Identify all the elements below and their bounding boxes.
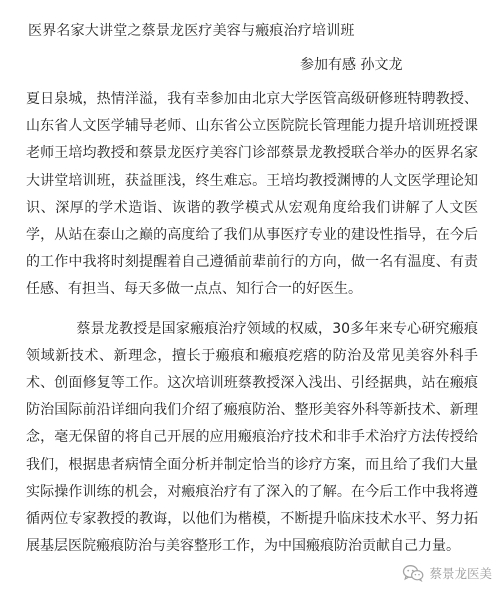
paragraph-2: 蔡景龙教授是国家瘢痕治疗领域的权威，30多年来专心研究瘢痕领域新技术、新理念，擅长于瘢痕和瘢痕疙瘩的防治及常见美容外科手术、创面修复等工作。这次培训班蔡教授深入浅出、引经据典，站在瘢痕防治国际前沿详细向我们介绍了瘢痕防治、整形美容外科等新技术、新理念，毫无保留的将自己开展的应用瘢痕治疗技术和非手术治疗方法传授给我们，根据患者病情全面分析并制定恰当的诊疗方案，而且给了我们大量实际操作训练的机会，对瘢痕治疗有了深入的了解。在今后工作中我将遵循两位专家教授的教诲，以他们为楷模，不断提升临床技术水平、努力拓展基层医院瘢痕防治与美容整形工作，为中国瘢痕防治贡献自己力量。 xyxy=(26,320,478,555)
paragraph-1: 夏日泉城，热情洋溢，我有幸参加由北京大学医管高级研修班特聘教授、山东省人文医学辅导老师、山东省公立医院院长管理能力提升培训班授课老师王培均教授和蔡景龙医疗美容门诊部蔡景龙教授联合举办的医界名家大讲堂培训班，获益匪浅，终生难忘。王培均教授渊博的人文医学理论知识、深厚的学术造诣、诙谐的教学模式从宏观角度给我们讲解了人文医学，从站在泰山之巅的高度给了我们从事医疗专业的建设性指导，在今后的工作中我将时刻提醒着自己遵循前辈前行的方向，做一名有温度、有责任感、有担当、每天多做一点点、知行合一的好医生。 xyxy=(26,91,478,298)
article-body xyxy=(26,86,478,560)
watermark xyxy=(402,564,492,582)
article-title: 医界名家大讲堂之蔡景龙医疗美容与瘢痕治疗培训班 xyxy=(28,23,355,39)
wechat-icon xyxy=(402,564,424,582)
watermark-text: 蔡景龙医美 xyxy=(429,566,492,581)
article-byline: 参加有感 孙文龙 xyxy=(300,57,403,73)
